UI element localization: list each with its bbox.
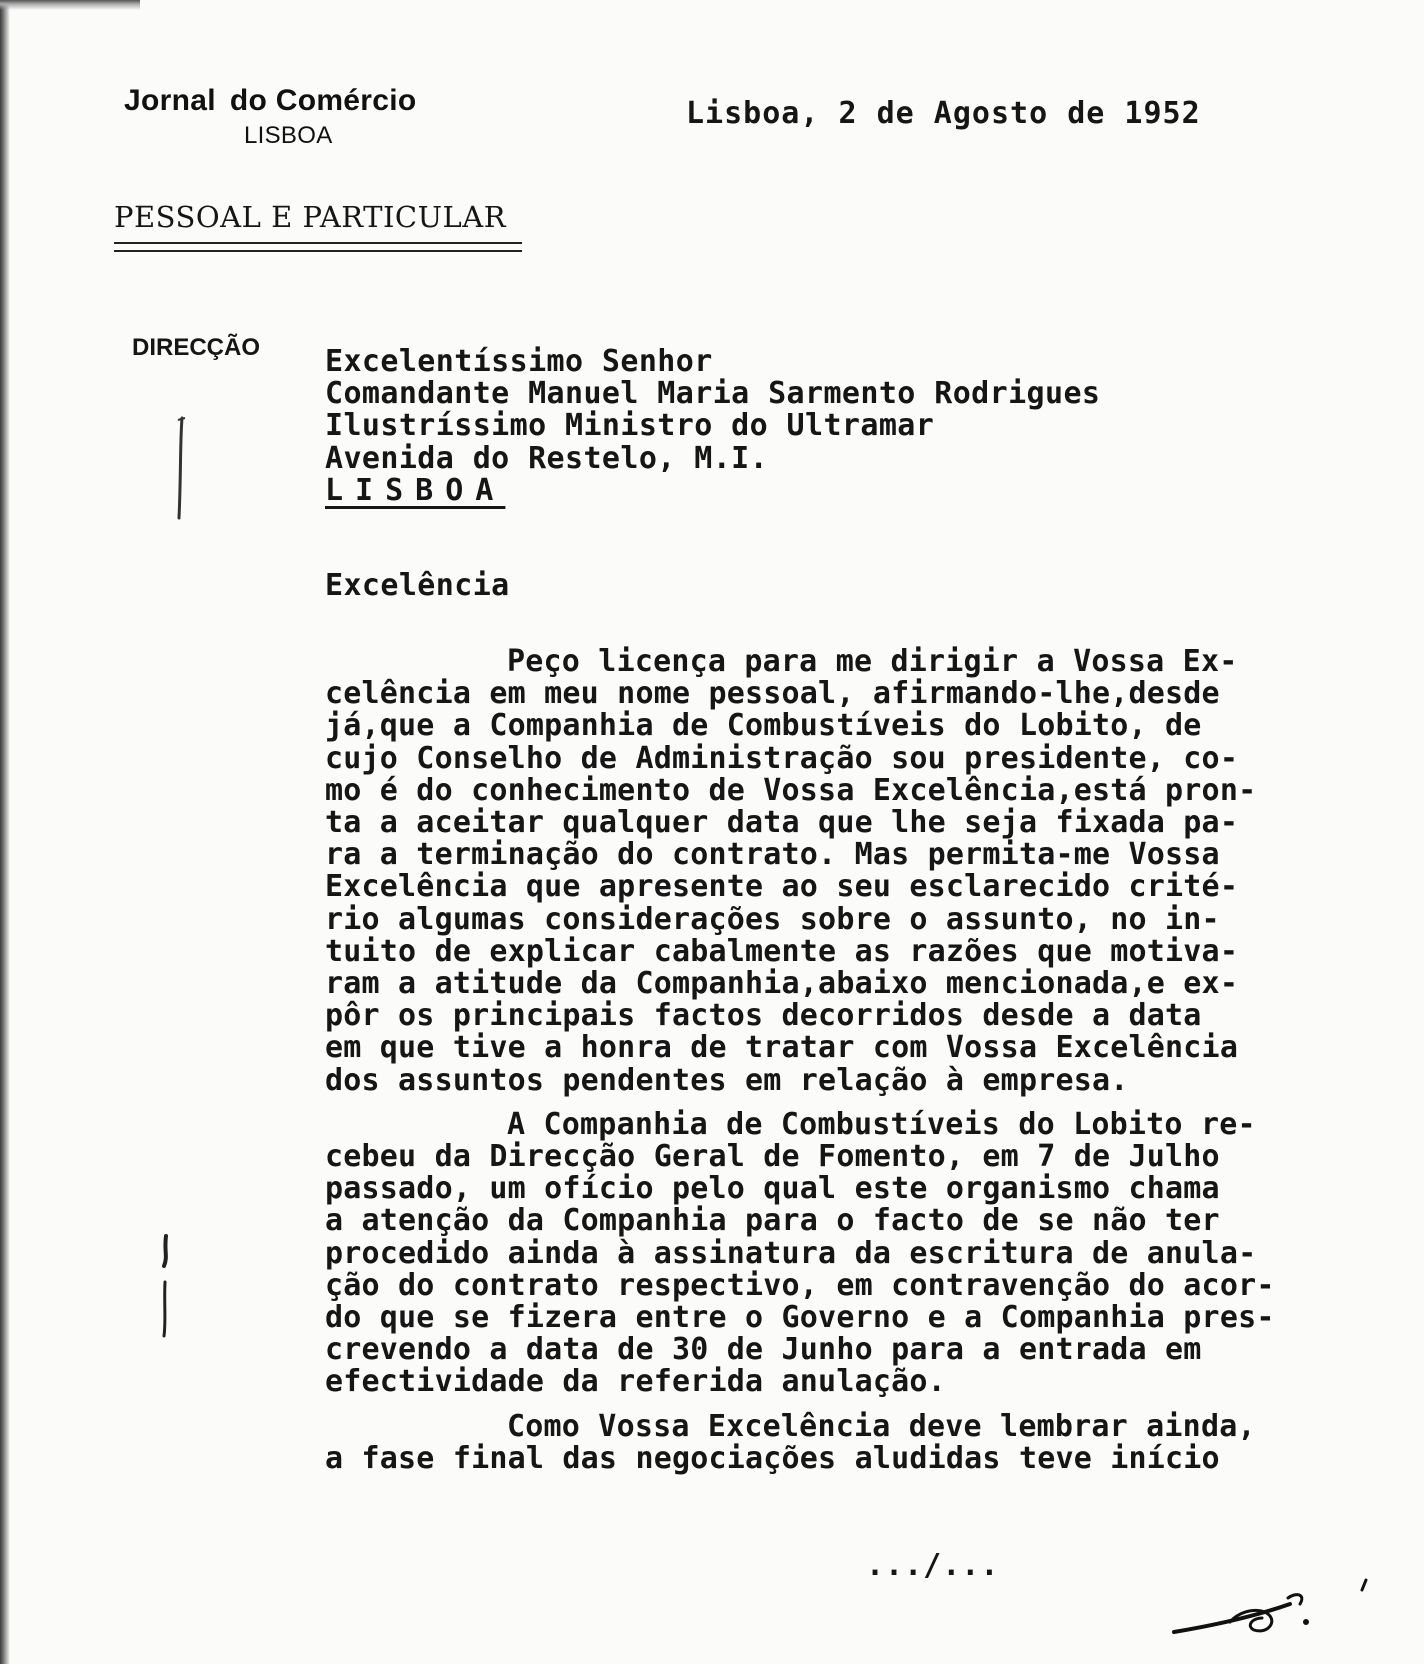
body-line: ram a atitude da Companhia,abaixo mencionada,e ex- bbox=[325, 966, 1239, 1002]
body-line: Excelência que apresente ao seu esclarecido crité- bbox=[325, 869, 1239, 905]
body-line: em que tive a honra de tratar com Vossa Excelência bbox=[325, 1030, 1239, 1066]
body-line: tuito de explicar cabalmente as razões que motiva- bbox=[325, 933, 1239, 969]
body-line: do que se fizera entre o Governo e a Companhia pres- bbox=[325, 1300, 1275, 1336]
recipient-line-1: Excelentíssimo Senhor bbox=[325, 344, 713, 379]
salutation: Excelência bbox=[325, 568, 510, 603]
body-line: passado, um ofício pelo qual este organismo chama bbox=[325, 1171, 1220, 1207]
paragraph-3 bbox=[325, 1408, 1275, 1476]
body-line: ra a terminação do contrato. Mas permita-me Vossa bbox=[325, 837, 1220, 873]
continuation-mark: .../... bbox=[866, 1548, 1000, 1583]
body-line: procedido ainda à assinatura da escritura de anula- bbox=[325, 1235, 1257, 1271]
body-line: Peço licença para me dirigir a Vossa Ex- bbox=[507, 644, 1238, 679]
body-line: crevendo a data de 30 de Junho para a entrada em bbox=[325, 1332, 1202, 1368]
paragraph-1 bbox=[325, 646, 1275, 1097]
body-line: efectividade da referida anulação. bbox=[325, 1364, 946, 1400]
letterhead-name-part-2: do Comércio bbox=[229, 84, 417, 117]
body-line: ta a aceitar qualquer data que lhe seja fixada pa- bbox=[325, 805, 1239, 841]
letterhead bbox=[124, 84, 417, 149]
letterhead-city: LISBOA bbox=[244, 122, 333, 149]
scan-left-edge bbox=[0, 0, 10, 1664]
body-line: pôr os principais factos decorridos desde a data bbox=[325, 998, 1202, 1034]
body-line: Como Vossa Excelência deve lembrar ainda, bbox=[507, 1408, 1256, 1444]
direccao-stamp: DIRECÇÃO bbox=[132, 334, 261, 361]
recipient-city: LISBOA bbox=[325, 472, 506, 508]
body-line: ção do contrato respectivo, em contravenção do acor- bbox=[325, 1267, 1275, 1303]
paragraph-2 bbox=[325, 1106, 1275, 1400]
signature-initials-mark bbox=[1170, 1560, 1390, 1650]
body-line: rio algumas considerações sobre o assunto, no in- bbox=[325, 901, 1220, 937]
body-line: cebeu da Direcção Geral de Fomento, em 7 de Julho bbox=[325, 1139, 1220, 1175]
body-line: celência em meu nome pessoal, afirmando-lhe,desde bbox=[325, 676, 1220, 712]
letter-date: Lisboa, 2 de Agosto de 1952 bbox=[686, 96, 1201, 131]
body-line: a atenção da Companhia para o facto de se não ter bbox=[325, 1203, 1220, 1239]
letterhead-name bbox=[124, 84, 417, 118]
recipient-line-4: Avenida do Restelo, M.I. bbox=[325, 440, 769, 476]
confidential-double-underline bbox=[114, 242, 522, 252]
recipient-address bbox=[325, 346, 1100, 507]
recipient-line-2: Comandante Manuel Maria Sarmento Rodrigues bbox=[325, 376, 1101, 412]
body-line: A Companhia de Combustíveis do Lobito re- bbox=[507, 1106, 1256, 1142]
scan-top-edge bbox=[0, 0, 140, 10]
body-line: mo é do conhecimento de Vossa Excelência,está pron- bbox=[325, 772, 1257, 808]
margin-pencil-mark-lower bbox=[150, 1232, 178, 1342]
body-line: dos assuntos pendentes em relação à empresa. bbox=[325, 1062, 1129, 1098]
letter-body bbox=[325, 646, 1275, 1487]
letterhead-name-part-1: Jornal bbox=[124, 84, 216, 117]
recipient-line-3: Ilustríssimo Ministro do Ultramar bbox=[325, 408, 935, 444]
margin-pencil-mark-upper bbox=[170, 414, 190, 524]
body-line: cujo Conselho de Administração sou presidente, co- bbox=[325, 740, 1239, 776]
confidential-heading: PESSOAL E PARTICULAR bbox=[114, 200, 507, 234]
body-line: a fase final das negociações aludidas teve início bbox=[325, 1440, 1220, 1476]
body-line: já,que a Companhia de Combustíveis do Lobito, de bbox=[325, 708, 1202, 744]
